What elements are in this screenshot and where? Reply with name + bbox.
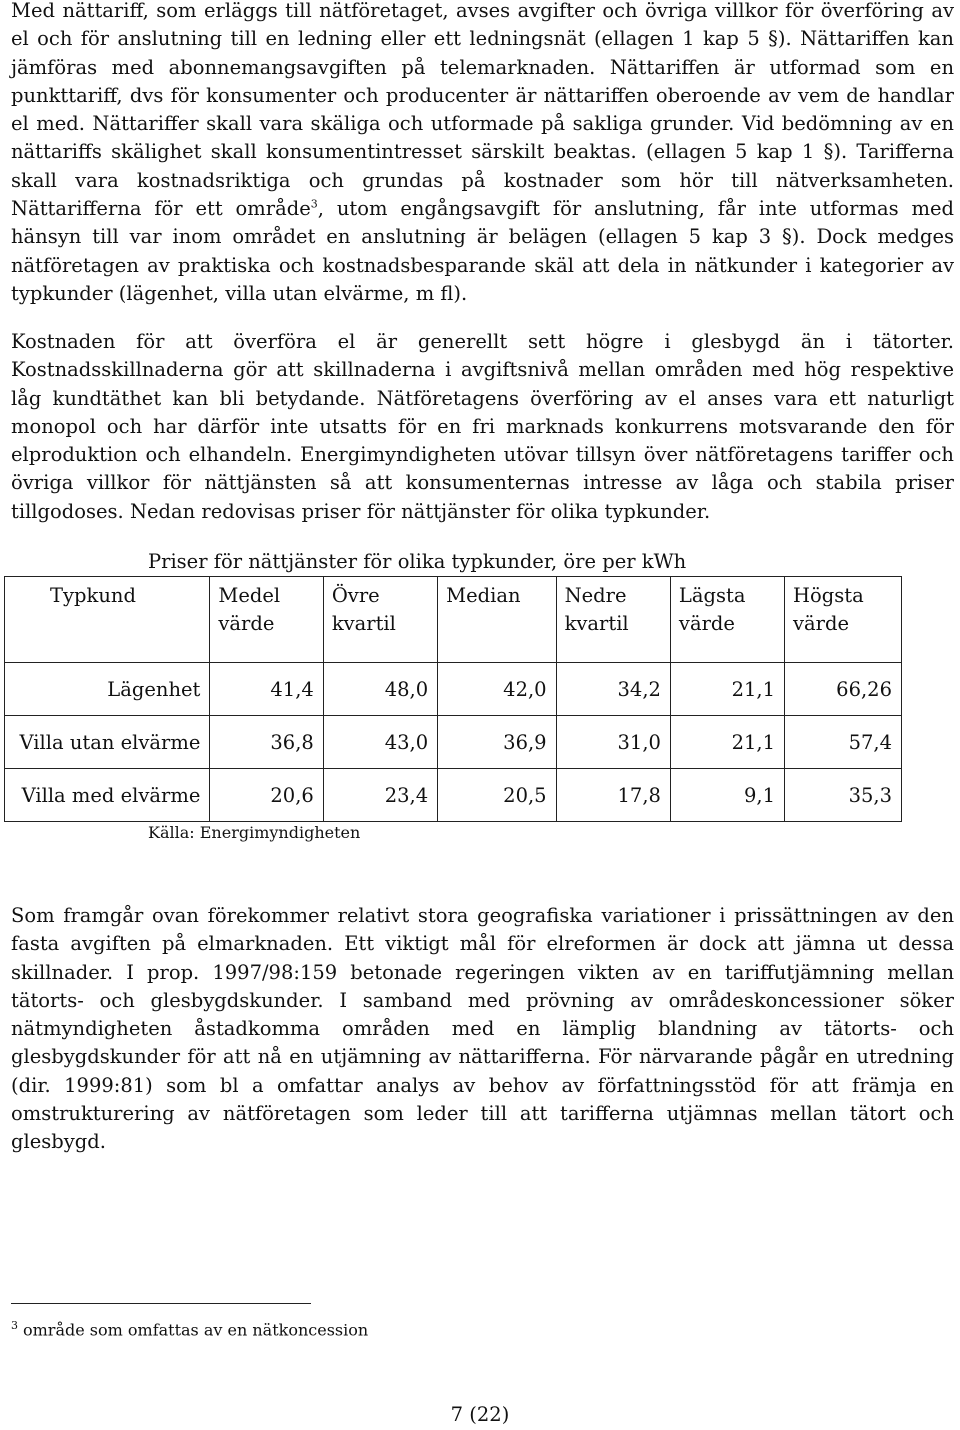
table-cell: 21,1 [670,716,784,769]
table-cell: 36,9 [438,716,556,769]
table-source: Källa: Energimyndigheten [148,823,361,842]
footnote-number: 3 [11,1319,18,1332]
header-cell-median: Median [438,577,556,663]
table-row [5,716,902,769]
table-cell: 34,2 [556,663,670,716]
row-label: Villa med elvärme [5,769,210,822]
footnote [11,1319,368,1339]
header-cell-hogsta-varde: Högsta värde [785,577,902,663]
footnote-text: område som omfattas av en nätkoncession [23,1320,369,1340]
price-table [4,576,902,822]
table-cell: 20,5 [438,769,556,822]
header-cell-nedre-kvartil: Nedre kvartil [556,577,670,663]
header-cell-typkund: Typkund [5,577,210,663]
paragraph-text: Med nättariff, som erläggs till nätföretaget, avses avgifter och övriga villkor för överföring av el och för anslutning till en ledning eller ett ledningsnät (ellagen 1 kap 5 §). Nättariffen kan jämföras med abonnemangsavgiften på telemarknaden. Nättariffen är utformad som en punkttariff, dvs för konsumenter och producenter är nättariffen oberoende av vem de handlar el med. Nättariffer skall vara skäliga och utformade på sakliga grunder. Vid bedömning av en nättariffs skälighet skall konsumentintresset särskilt beaktas. (ellagen 5 kap 1 §). Tarifferna skall vara kostnadsriktiga och grundas på kostnader som hör till nätverksamheten. Nättarifferna för ett område [11,0,954,221]
table-cell: 42,0 [438,663,556,716]
paragraph-text: , utom engångsavgift för anslutning, får inte utformas med hänsyn till var inom området en anslutning är belägen (ellagen 5 kap 3 §). Dock medges nätföretagen av praktiska och kostnadsbesparande skäl att dela in nätkunder i kategorier av typkunder (lägenhet, villa utan elvärme, m fl). [11,197,954,305]
table-row [5,663,902,716]
row-label: Lägenhet [5,663,210,716]
table-cell: 17,8 [556,769,670,822]
footnote-reference[interactable]: 3 [310,197,318,211]
table-cell: 41,4 [210,663,323,716]
table-cell: 35,3 [785,769,902,822]
table-cell: 36,8 [210,716,323,769]
table-cell: 57,4 [785,716,902,769]
header-cell-ovre-kvartil: Övre kvartil [323,577,437,663]
table-cell: 31,0 [556,716,670,769]
table-row [5,769,902,822]
page-number: 7 (22) [450,1403,510,1426]
table-cell: 66,26 [785,663,902,716]
footnote-divider [11,1303,311,1304]
paragraph-kostnad: Kostnaden för att överföra el är generellt sett högre i glesbygd än i tätorter. Kostnadsskillnaderna gör att skillnaderna i avgiftsnivå mellan områden med hög respektive låg kundtäthet kan bli betydande. Nätföretagens överföring av el anses vara ett naturligt monopol och har därför inte utsatts för en fri marknads konkurrens motsvarande den för elproduktion och elhandeln. Energimyndigheten utövar tillsyn över nätföretagens tariffer och övriga villkor för nättjänsten så att konsumenternas intresse av låga och stabila priser tillgodoses. Nedan redovisas priser för nättjänster för olika typkunder. [11,330,954,523]
header-cell-medelvarde: Medel värde [210,577,323,663]
paragraph-nattariff [11,0,954,308]
table-cell: 21,1 [670,663,784,716]
table-cell: 9,1 [670,769,784,822]
header-cell-lagsta-varde: Lägsta värde [670,577,784,663]
table-cell: 43,0 [323,716,437,769]
table-cell: 20,6 [210,769,323,822]
paragraph-variationer: Som framgår ovan förekommer relativt stora geografiska variationer i prissättningen av den fasta avgiften på elmarknaden. Ett viktigt mål för elreformen är dock att jämna ut dessa skillnader. I prop. 1997/98:159 betonade regeringen vikten av en tariffutjämning mellan tätorts- och glesbygdskunder. I samband med prövning av områdeskoncessioner söker nätmyndigheten åstadkomma områden med en lämplig blandning av tätorts- och glesbygdskunder för att nå en utjämning av nättarifferna. För närvarande pågår en utredning (dir. 1999:81) som bl a omfattar analys av behov av författningsstöd för att främja en omstrukturering av nätföretagen som leder till att tarifferna utjämnas mellan tätort och glesbygd. [11,904,954,1154]
table-caption: Priser för nättjänster för olika typkunder, öre per kWh [148,550,687,573]
table-cell: 23,4 [323,769,437,822]
row-label: Villa utan elvärme [5,716,210,769]
table-header-row [5,577,902,663]
table-cell: 48,0 [323,663,437,716]
